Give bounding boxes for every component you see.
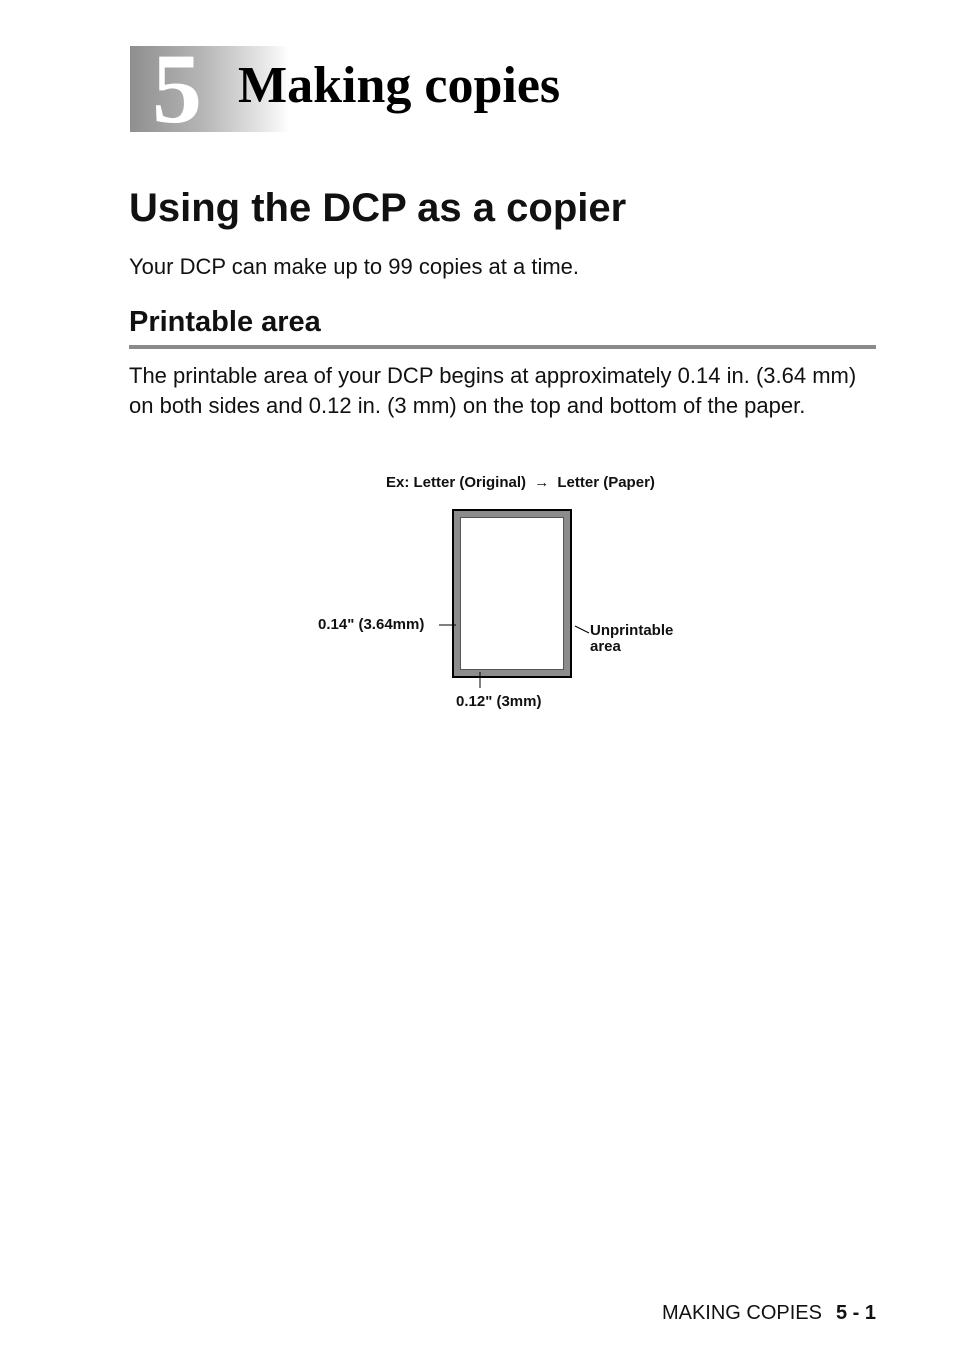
arrow-right-icon: → [534, 474, 550, 491]
section-title: Using the DCP as a copier [129, 186, 627, 230]
figure-caption-paper: Letter (Paper) [557, 474, 655, 491]
side-margin-label: 0.14" (3.64mm) [318, 616, 425, 633]
footer-page-number: 5 - 1 [835, 1302, 876, 1324]
printable-area-description: The printable area of your DCP begins at approximately 0.14 in. (3.64 mm) on both sides and 0.12 in. (3 mm) on the top and bottom of the paper. [129, 363, 857, 418]
chapter-title: Making copies [238, 57, 561, 114]
unprintable-label-line1: Unprintable [590, 622, 674, 639]
subsection-rule [129, 345, 876, 349]
bottom-margin-label: 0.12" (3mm) [456, 693, 542, 710]
footer-running-title: MAKING COPIES [661, 1302, 822, 1324]
section-intro: Your DCP can make up to 99 copies at a time. [129, 254, 580, 279]
paper-diagram-unprintable-border [452, 509, 572, 678]
subsection-title: Printable area [129, 306, 321, 338]
paper-diagram-printable-area [460, 517, 564, 670]
unprintable-label-line2: area [590, 638, 621, 655]
figure-caption [386, 474, 655, 492]
unprintable-area-label [590, 623, 673, 655]
chapter-number: 5 [152, 33, 202, 144]
figure-caption-original: Ex: Letter (Original) [386, 474, 527, 491]
page-footer [662, 1301, 876, 1325]
unprintable-leader-line [575, 626, 589, 633]
